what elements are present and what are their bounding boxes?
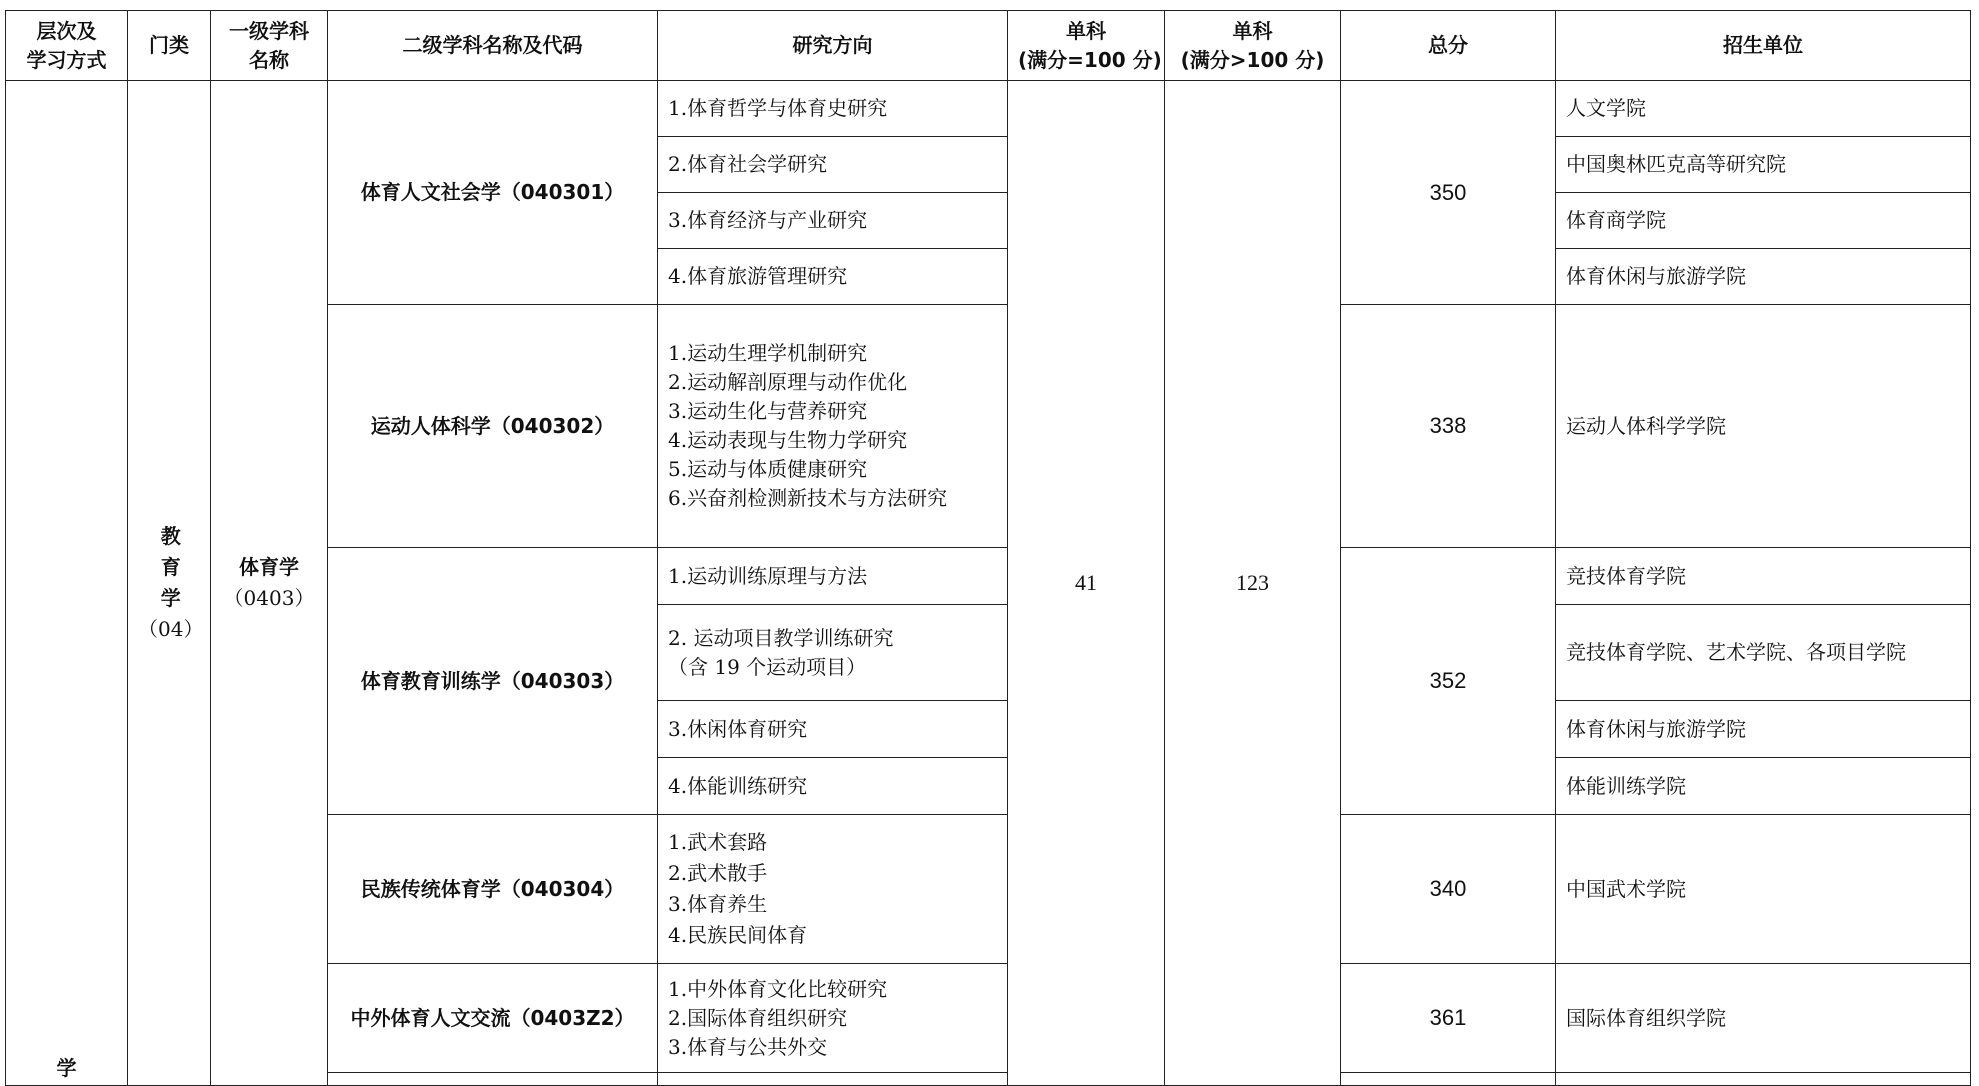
single-100-score: 41 [1008,81,1165,1086]
direction-list: 1.武术套路 2.武术散手 3.体育养生 4.民族民间体育 [658,815,1008,964]
single-gt100-score: 123 [1165,81,1341,1086]
direction-list: 1.运动生理学机制研究 2.运动解剖原理与动作优化 3.运动生化与营养研究 4.运动表现与生物力学研究 5.运动与体质健康研究 6.兴奋剂检测新技术与方法研究 [658,305,1008,548]
admission-score-table [5,10,1971,1086]
unit-cell: 竞技体育学院 [1556,548,1971,605]
header-second-discipline: 二级学科名称及代码 [328,11,658,81]
total-score-5: 361 [1341,964,1556,1073]
second-discipline-4: 民族传统体育学（040304） [328,815,658,964]
total-score-4: 340 [1341,815,1556,964]
header-total: 总分 [1341,11,1556,81]
direction-cell: 3.休闲体育研究 [658,701,1008,758]
direction-cell: 1.体育哲学与体育史研究 [658,81,1008,137]
first-discipline-cell: 体育学 （0403） [211,81,328,1086]
unit-cell: 中国武术学院 [1556,815,1971,964]
direction-cell: 2.体育社会学研究 [658,137,1008,193]
total-score-3: 352 [1341,548,1556,815]
unit-cell: 体育休闲与旅游学院 [1556,249,1971,305]
unit-cell: 体能训练学院 [1556,758,1971,815]
level-cell: 学 [6,81,128,1086]
unit-cell: 体育商学院 [1556,193,1971,249]
unit-cell: 国际体育组织学院 [1556,964,1971,1073]
total-score-1: 350 [1341,81,1556,305]
header-single-gt100: 单科 (满分>100 分) [1165,11,1341,81]
header-level: 层次及 学习方式 [6,11,128,81]
direction-cell: 4.体能训练研究 [658,758,1008,815]
second-discipline-1: 体育人文社会学（040301） [328,81,658,305]
header-row [6,11,1971,81]
unit-cell: 中国奥林匹克高等研究院 [1556,137,1971,193]
category-cell: 教 育 学 （04） [128,81,211,1086]
unit-cell: 运动人体科学学院 [1556,305,1971,548]
direction-cell: 2. 运动项目教学训练研究 （含 19 个运动项目） [658,605,1008,701]
direction-cell: 1.运动训练原理与方法 [658,548,1008,605]
second-discipline-3: 体育教育训练学（040303） [328,548,658,815]
unit-cell: 竞技体育学院、艺术学院、各项目学院 [1556,605,1971,701]
direction-cell: 4.体育旅游管理研究 [658,249,1008,305]
header-first-discipline: 一级学科 名称 [211,11,328,81]
header-direction: 研究方向 [658,11,1008,81]
direction-cell: 3.体育经济与产业研究 [658,193,1008,249]
total-score-2: 338 [1341,305,1556,548]
header-single-100: 单科 (满分=100 分) [1008,11,1165,81]
header-unit: 招生单位 [1556,11,1971,81]
table-row [6,81,1971,137]
unit-cell: 体育休闲与旅游学院 [1556,701,1971,758]
direction-list: 1.中外体育文化比较研究 2.国际体育组织研究 3.体育与公共外交 [658,964,1008,1073]
second-discipline-5: 中外体育人文交流（0403Z2） [328,964,658,1073]
second-discipline-2: 运动人体科学（040302） [328,305,658,548]
unit-cell: 人文学院 [1556,81,1971,137]
header-category: 门类 [128,11,211,81]
